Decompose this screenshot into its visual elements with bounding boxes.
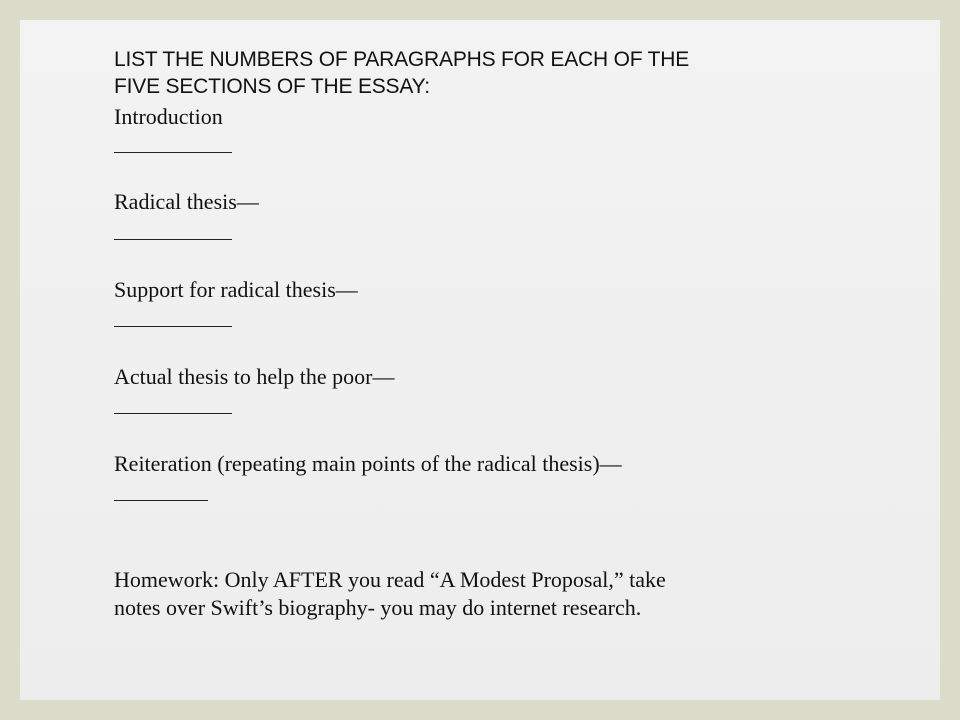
- homework-note: [114, 566, 834, 622]
- slide-heading: [114, 46, 814, 100]
- heading-line-2: FIVE SECTIONS OF THE ESSAY:: [114, 75, 430, 98]
- section-reiteration-blank: [114, 500, 208, 501]
- section-reiteration-label: Reiteration (repeating main points of the radical thesis)—: [114, 451, 622, 476]
- section-actual-thesis-blank: [114, 413, 232, 414]
- section-radical-thesis-blank: [114, 239, 232, 240]
- section-actual-thesis-label: Actual thesis to help the poor—: [114, 364, 395, 389]
- section-radical-thesis-label: Radical thesis—: [114, 189, 259, 214]
- section-support-label: Support for radical thesis—: [114, 277, 358, 302]
- section-support-blank: [114, 326, 232, 327]
- slide: [20, 20, 940, 700]
- section-introduction-label: Introduction: [114, 104, 223, 129]
- homework-line-2: notes over Swift’s biography- you may do internet research.: [114, 595, 642, 620]
- section-introduction-blank: [114, 152, 232, 153]
- heading-line-1: LIST THE NUMBERS OF PARAGRAPHS FOR EACH OF THE: [114, 48, 690, 71]
- homework-line-1: Homework: Only AFTER you read “A Modest Proposal,” take: [114, 567, 666, 592]
